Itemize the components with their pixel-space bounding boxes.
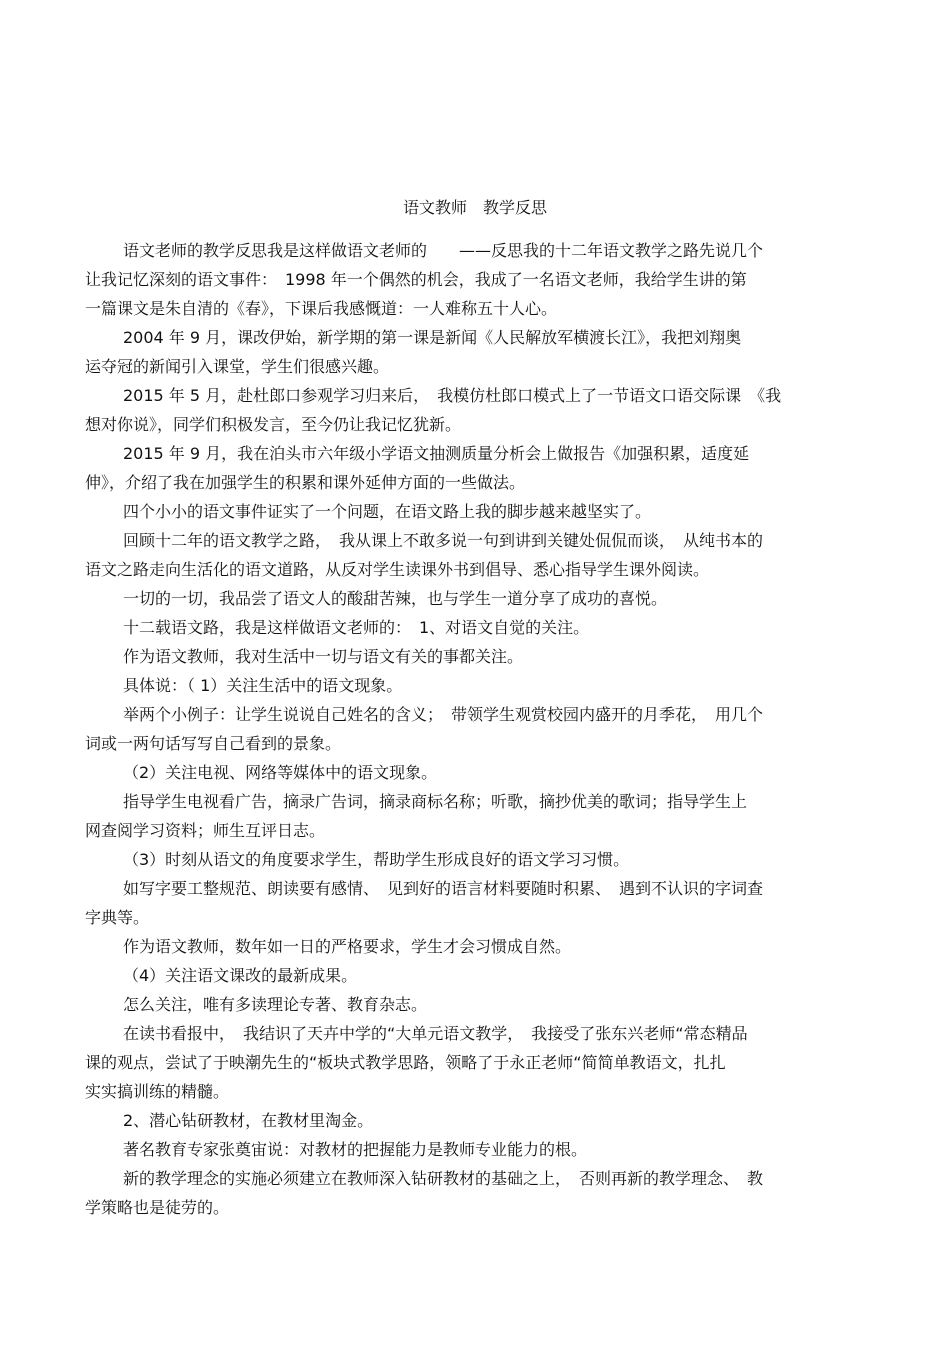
text-line: 十二载语文路，我是这样做语文老师的： 1、对语文自觉的关注。	[123, 618, 590, 637]
text-line: 运夺冠的新闻引入课堂，学生们很感兴趣。	[85, 357, 390, 376]
text-line: 课的观点，尝试了于映潮先生的“板块式教学思路，领略了于永正老师“简简单教语文，扎扎	[85, 1053, 726, 1072]
text-line: 2015 年 5 月，赴杜郎口参观学习归来后， 我模仿杜郎口模式上了一节语文口语交际课 《我	[123, 386, 782, 405]
text-line: 2015 年 9 月，我在泊头市六年级小学语文抽测质量分析会上做报告《加强积累，适度延	[123, 444, 750, 463]
text-line: 作为语文教师，数年如一日的严格要求，学生才会习惯成自然。	[123, 937, 572, 956]
text-line: （4）关注语文课改的最新成果。	[123, 966, 358, 985]
text-line: 想对你说》，同学们积极发言，至今仍让我记忆犹新。	[85, 415, 462, 434]
text-line: 作为语文教师，我对生活中一切与语文有关的事都关注。	[123, 647, 524, 666]
text-line: 指导学生电视看广告，摘录广告词，摘录商标名称；听歌，摘抄优美的歌词；指导学生上	[123, 792, 748, 811]
text-line: 实实搞训练的精髓。	[85, 1082, 230, 1101]
text-line: 2004 年 9 月，课改伊始，新学期的第一课是新闻《人民解放军横渡长江》，我把刘翔奥	[123, 328, 742, 347]
text-line: 著名教育专家张奠宙说：对教材的把握能力是教师专业能力的根。	[123, 1140, 588, 1159]
document-title: 语文教师 教学反思	[402, 198, 547, 217]
text-line: 语文之路走向生活化的语文道路，从反对学生读课外书到倡导、悉心指导学生课外阅读。	[85, 560, 710, 579]
text-line: 语文老师的教学反思我是这样做语文老师的 ——反思我的十二年语文教学之路先说几个	[123, 241, 764, 260]
text-line: （2）关注电视、网络等媒体中的语文现象。	[123, 763, 438, 782]
text-line: 字典等。	[85, 908, 150, 927]
text-line: 四个小小的语文事件证实了一个问题，在语文路上我的脚步越来越坚实了。	[123, 502, 652, 521]
text-line: 一篇课文是朱自清的《春》，下课后我感慨道：一人难称五十人心。	[85, 299, 558, 318]
text-line: 网查阅学习资料；师生互评日志。	[85, 821, 326, 840]
text-line: （3）时刻从语文的角度要求学生，帮助学生形成良好的语文学习习惯。	[123, 850, 630, 869]
text-line: 词或一两句话写写自己看到的景象。	[85, 734, 342, 753]
text-line: 学策略也是徒劳的。	[85, 1198, 230, 1217]
text-line: 2、潜心钻研教材，在教材里淘金。	[123, 1111, 374, 1130]
text-line: 伸》，介绍了我在加强学生的积累和课外延伸方面的一些做法。	[85, 473, 526, 492]
text-line: 新的教学理念的实施必须建立在教师深入钻研教材的基础之上， 否则再新的教学理念、 教	[123, 1169, 764, 1188]
text-line: 让我记忆深刻的语文事件： 1998 年一个偶然的机会，我成了一名语文老师，我给学生讲的第	[85, 270, 747, 289]
text-line: 如写字要工整规范、朗读要有感情、 见到好的语言材料要随时积累、 遇到不认识的字词查	[123, 879, 764, 898]
text-line: 怎么关注，唯有多读理论专著、教育杂志。	[123, 995, 428, 1014]
document-body	[85, 236, 865, 1222]
text-line: 在读书看报中， 我结识了天卉中学的“大单元语文教学， 我接受了张东兴老师“常态精品	[123, 1024, 748, 1043]
text-line: 具体说：（ 1）关注生活中的语文现象。	[123, 676, 403, 695]
text-line: 回顾十二年的语文教学之路， 我从课上不敢多说一句到讲到关键处侃侃而谈， 从纯书本的	[123, 531, 764, 550]
text-line: 举两个小例子：让学生说说自己姓名的含义； 带领学生观赏校园内盛开的月季花， 用几个	[123, 705, 764, 724]
text-line: 一切的一切，我品尝了语文人的酸甜苦辣，也与学生一道分享了成功的喜悦。	[123, 589, 668, 608]
